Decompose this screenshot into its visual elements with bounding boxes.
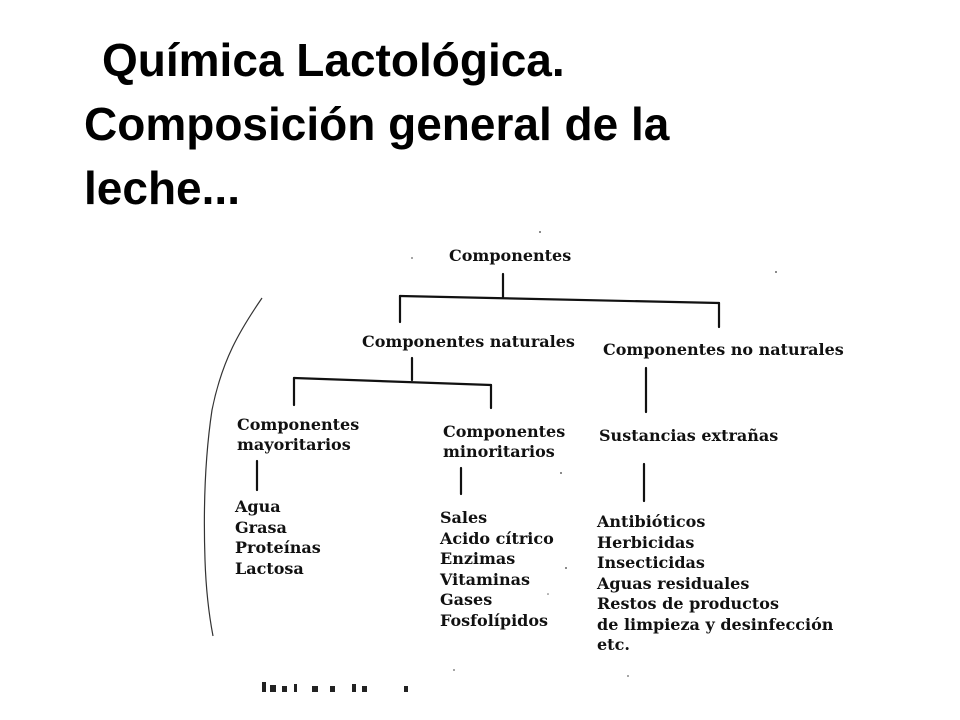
list-item: Sales (440, 508, 488, 527)
scan-margin-curve (204, 298, 262, 636)
node-minor (443, 422, 565, 462)
list-item: Proteínas (235, 538, 321, 557)
connector-level2-bar (294, 378, 491, 385)
list-item: de limpieza y desinfección (597, 614, 834, 634)
node-root-label: Componentes (449, 246, 572, 265)
node-minor-line-1: Componentes (443, 422, 566, 441)
list-item: Acido cítrico (440, 528, 554, 548)
list-item: etc. (597, 635, 630, 654)
node-root (449, 246, 571, 266)
list-item: Vitaminas (440, 569, 530, 589)
title-line-2: Composición general de la (84, 98, 670, 150)
node-natural-label: Componentes naturales (362, 332, 575, 351)
list-item: Antibióticos (597, 512, 706, 531)
node-major-line-1: Componentes (237, 415, 360, 434)
title-line-1: Química Lactológica. (102, 34, 565, 86)
list-item: Grasa (235, 517, 287, 537)
list-item: Insecticidas (597, 553, 705, 572)
list-item: Herbicidas (597, 532, 695, 552)
node-natural (362, 332, 575, 352)
list-item: Agua (235, 497, 281, 516)
list-minor-items (440, 508, 554, 631)
list-item: Lactosa (235, 558, 304, 578)
list-item: Enzimas (440, 549, 516, 568)
list-item: Restos de productos (597, 594, 779, 613)
node-minor-line-2: minoritarios (443, 442, 555, 461)
list-item: Aguas residuales (597, 573, 750, 593)
node-major (237, 415, 359, 455)
node-non-natural (603, 340, 844, 360)
list-item: Fosfolípidos (440, 610, 549, 630)
node-foreign (599, 426, 778, 446)
title-line-3: leche... (84, 162, 240, 214)
node-major-line-2: mayoritarios (237, 435, 351, 454)
list-foreign-items (597, 512, 833, 656)
list-major-items (235, 497, 321, 579)
connector-level1-bar (400, 296, 719, 303)
node-foreign-label: Sustancias extrañas (599, 426, 779, 445)
node-non-natural-label: Componentes no naturales (603, 340, 844, 359)
list-item: Gases (440, 590, 493, 609)
